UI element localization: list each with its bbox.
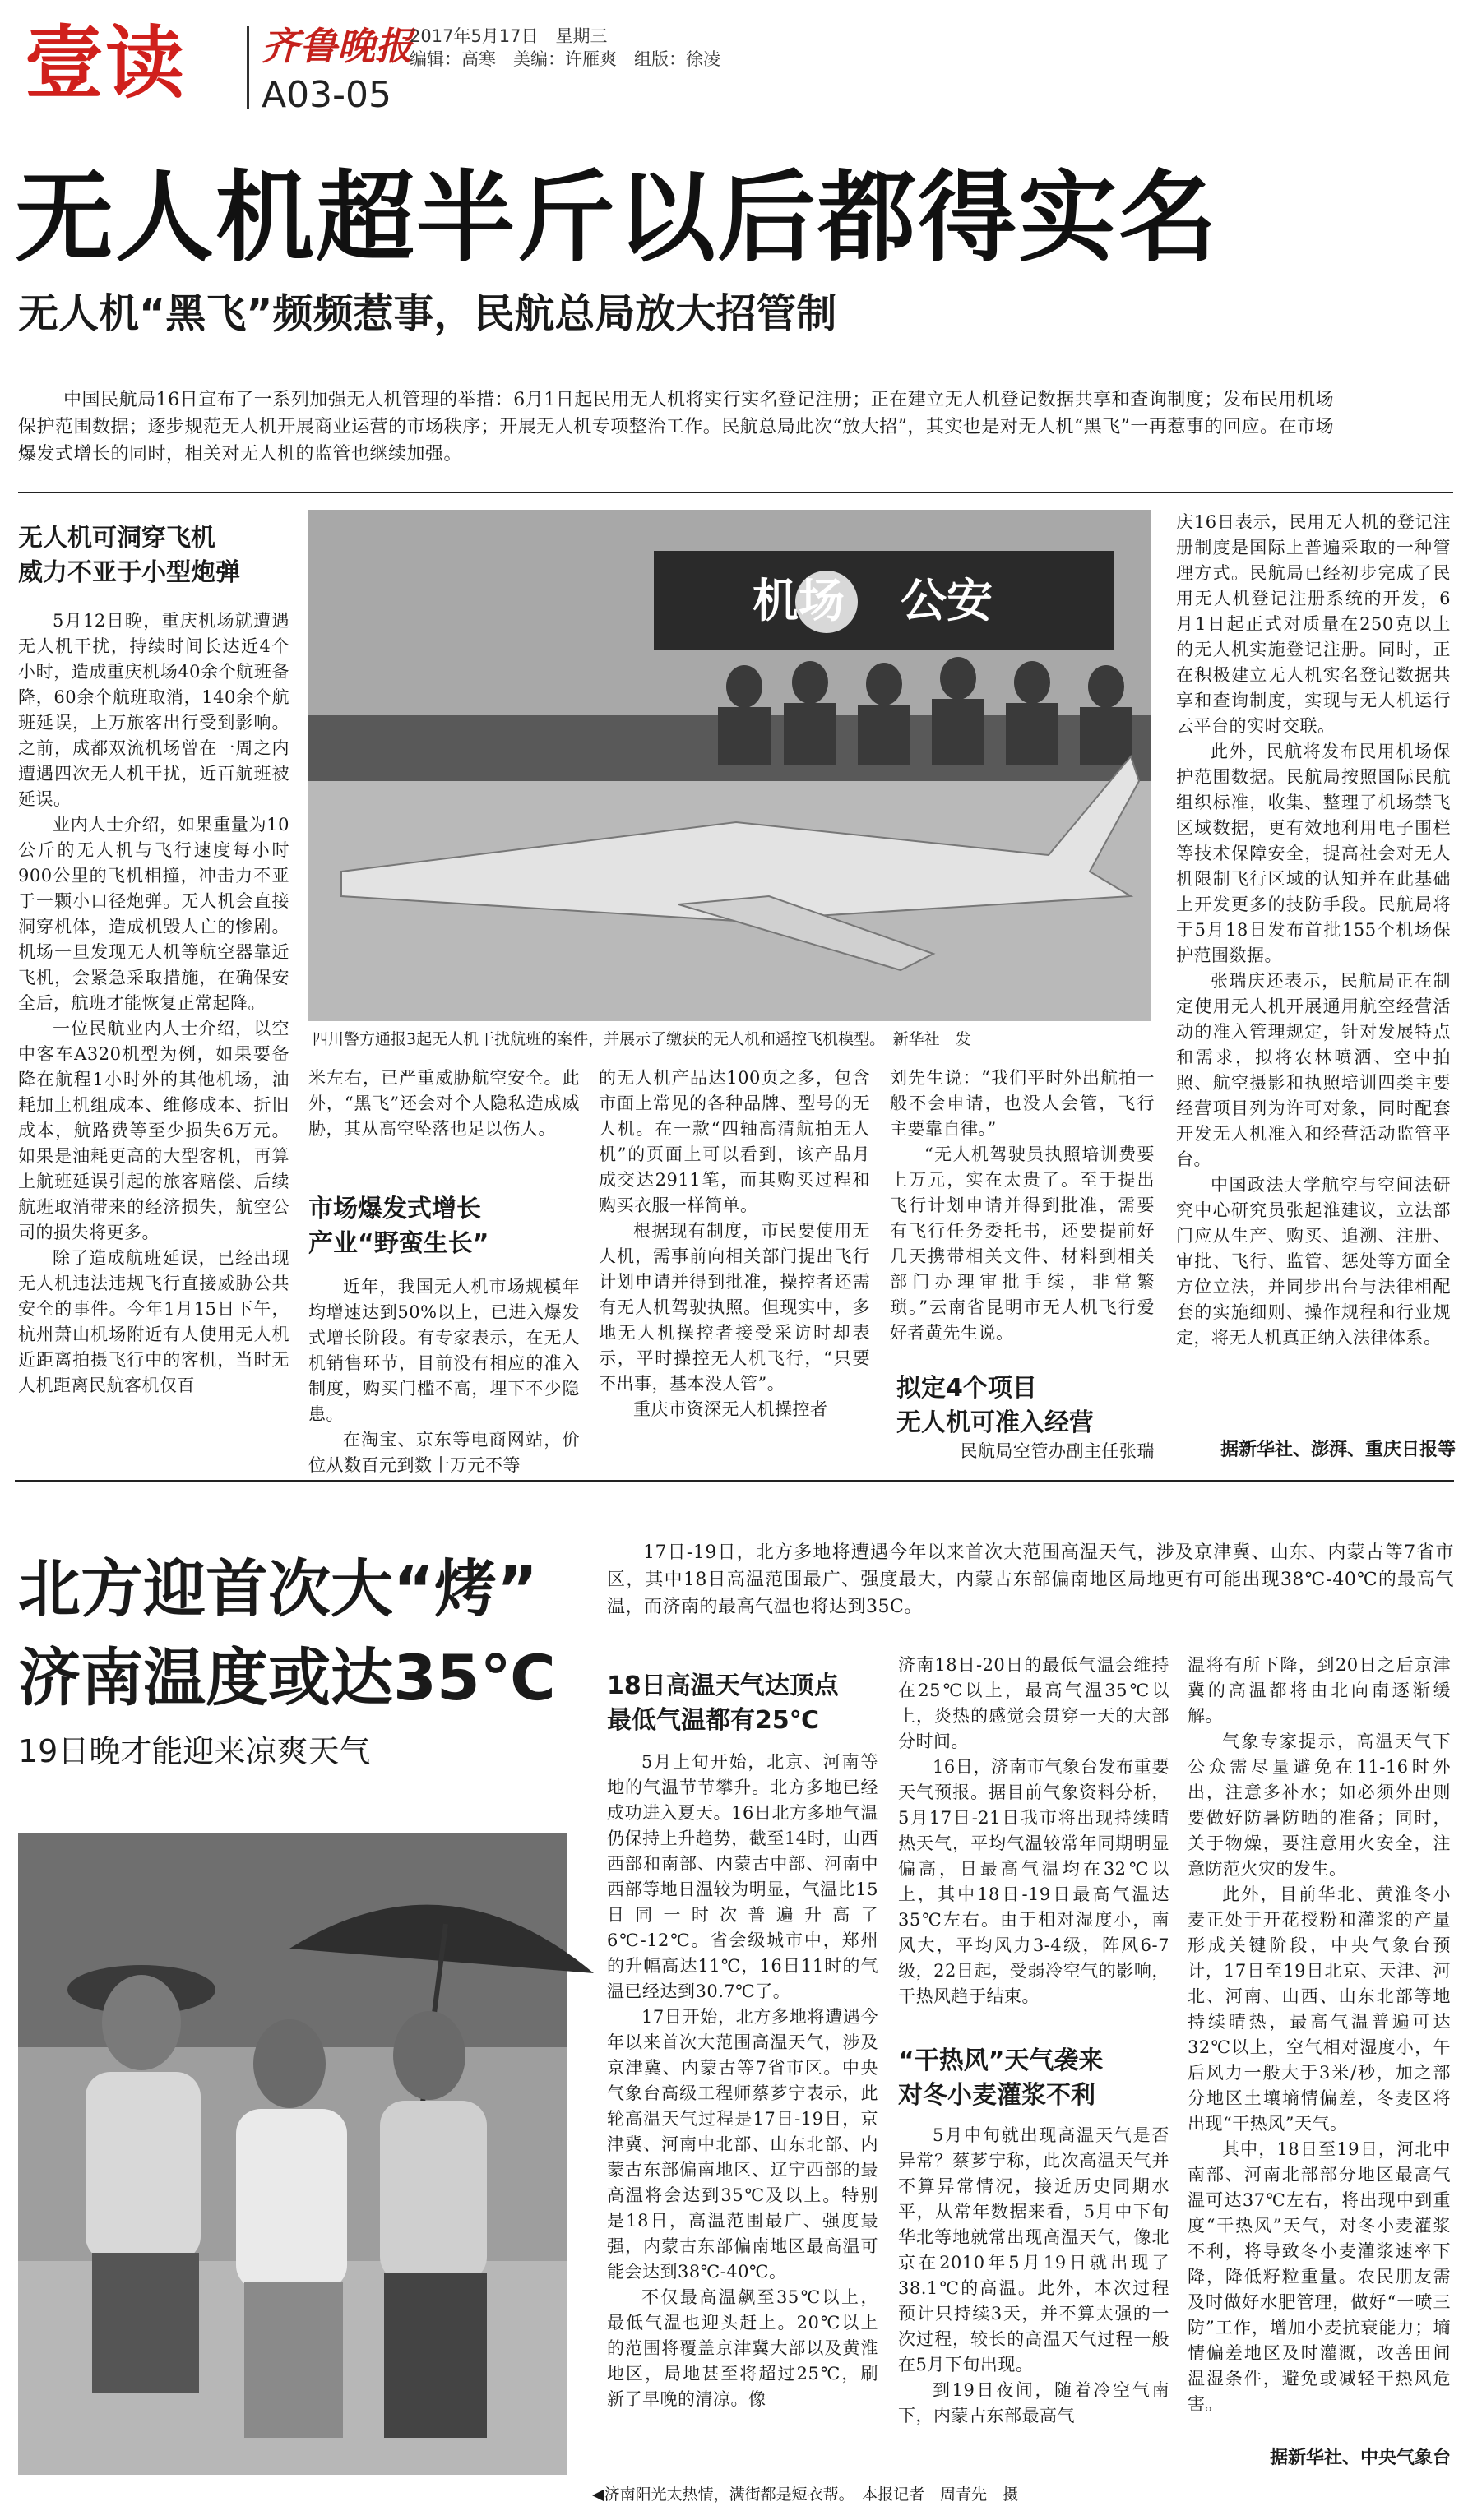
paragraph: 根据现有制度，市民要使用无人机，需事前向相关部门提出飞行计划申请并得到批准，操控者还需有无人机驾驶执照。但现实中，多地无人机操控者接受采访时却表示，平时操控无人机飞行，“只要不出事，基本没人管”。	[599, 1221, 870, 1394]
paragraph: 5月中旬就出现高温天气是否异常？蔡芗宁称，此次高温天气并不算异常情况，接近历史同期水平，从常年数据来看，5月中下旬华北等地就常出现高温天气，像北京在2010年5月19日就出现了38.1℃的高温。此外，本次过程预计只持续3天，并不算太强的一次过程，较长的高温天气过程一般在5月下旬出现。	[898, 2125, 1169, 2374]
paragraph: 米左右，已严重威胁航空安全。此外，“黑飞”还会对个人隐私造成威胁，其从高空坠落也足以伤人。	[308, 1068, 580, 1139]
paragraph: 中国政法大学航空与空间法研究中心研究员张起淮建议，立法部门应从生产、购买、追溯、注册、审批、飞行、监管、惩处等方面全方位立法，并同步出台与法律相配套的实施细则、操作规程和行业规定，将无人机真正纳入法律体系。	[1176, 1175, 1451, 1348]
police-banner	[654, 551, 1114, 650]
story1-source: 据新华社、澎湃、重庆日报等	[1220, 1440, 1456, 1460]
pedestrians	[67, 1965, 487, 2438]
paragraph: “无人机驾驶员执照培训费要上万元，实在太贵了。至于提出飞行计划申请并得到批准，需要有飞行任务委托书，还要提前好几天携带相关文件、材料到相关部门办理审批手续，非常繁琐。”云南省昆明市无人机飞行爱好者黄先生说。	[890, 1144, 1155, 1343]
paragraph: 17日开始，北方多地将遭遇今年以来首次大范围高温天气，涉及京津冀、内蒙古等7省市区。中央气象台高级工程师蔡芗宁表示，此轮高温天气过程是17日-19日，京津冀、河南中北部、山东北部、内蒙古东部偏南地区、辽宁西部的最高温将会达到35℃及以上。特别是18日，高温范围最广、强度最强，内蒙古东部偏南地区最高温可能会达到38℃-40℃。	[607, 2007, 878, 2282]
banner-text: 机场	[753, 575, 845, 628]
editor-credits: 编辑：高寒 美编：许雁爽 组版：徐凌	[410, 49, 720, 69]
story2-source: 据新华社、中央气象台	[1269, 2448, 1451, 2468]
paragraph: 温将有所下降，到20日之后京津冀的高温都将由北向南逐渐缓解。	[1188, 1655, 1451, 1726]
page-code: A03-05	[262, 74, 391, 116]
paragraph: 16日，济南市气象台发布重要天气预报。据目前气象资料分析，5月17日-21日我市将出现持续晴热天气，平均气温较常年同期明显偏高，日最高气温均在32℃以上，其中18日-19日最高气温达35℃左右。由于相对湿度小，南风大，平均风力3-4级，阵风6-7级，22日起，受弱冷空气的影响，干热风趋于结束。	[898, 1757, 1169, 2006]
svg-text:公安: 公安	[901, 575, 993, 628]
paragraph: 庆16日表示，民用无人机的登记注册制度是国际上普遍采取的一种管理方式。民航局已经初步完成了民用无人机登记注册系统的开发，6月1日起正式对质量在250克以上的无人机实施登记注册。同时，正在积极建立无人机实名登记数据共享和查询制度，实现与无人机运行云平台的实时交联。	[1176, 512, 1451, 736]
story1-photo-caption: 四川警方通报3起无人机干扰航班的案件，并展示了缴获的无人机和遥控飞机模型。 新华社 发	[313, 1030, 971, 1048]
masthead-divider	[247, 26, 249, 109]
story1-photo	[308, 510, 1151, 1021]
story1-lead: 中国民航局16日宣布了一系列加强无人机管理的举措：6月1日起民用无人机将实行实名登记注册；正在建立无人机登记数据共享和查询制度；发布民用机场保护范围数据；逐步规范无人机开展商业运营的市场秩序；开展无人机专项整治工作。民航总局此次“放大招”，其实也是对无人机“黑飞”一再惹事的回应。在市场爆发式增长的同时，相关对无人机的监管也继续加强。	[18, 390, 1334, 465]
story1-column4a	[890, 1066, 1155, 1371]
paragraph: 除了造成航班延误，已经出现无人机违法违规飞行直接威胁公共安全的事件。今年1月15日下午，杭州萧山机场附近有人使用无人机近距离拍摄飞行中的客机，当时无人机距离民航客机仅百	[18, 1248, 289, 1395]
story2-column2b	[898, 2123, 1169, 2473]
paragraph: 济南18日-20日的最低气温会维持在25℃以上，最高气温35℃以上，炎热的感觉会贯穿一天的大部分时间。	[898, 1655, 1169, 1751]
paragraph: 在淘宝、京东等电商网站，价位从数百元到数十万元不等	[308, 1430, 580, 1475]
story2-column1	[607, 1750, 878, 2473]
issue-date: 2017年5月17日 星期三	[410, 26, 608, 46]
press-conference-image	[308, 510, 1151, 1021]
paragraph: 气象专家提示，高温天气下公众需尽量避免在11-16时外出，注意多补水；如必须外出则要做好防暑防晒的准备；同时，关于物燥，要注意用火安全，注意防范火灾的发生。	[1188, 1732, 1451, 1879]
paragraph: 民航局空管办副主任张瑞	[960, 1441, 1155, 1461]
story1-section1-title: 无人机可洞穿飞机 威力不亚于小型炮弹	[18, 524, 240, 587]
story2-section1-title: 18日高温天气达顶点 最低气温都有25℃	[607, 1672, 839, 1735]
paragraph: 近年，我国无人机市场规模年均增速达到50%以上，已进入爆发式增长阶段。有专家表示，在无人机销售环节，目前没有相应的准入制度，购买门槛不高，埋下不少隐患。	[308, 1277, 580, 1424]
story2-section2-title: “干热风”天气袭来 对冬小麦灌浆不利	[898, 2046, 1104, 2110]
story1-lead-rule	[18, 492, 1453, 493]
story-divider	[15, 1480, 1454, 1482]
paragraph: 此外，目前华北、黄淮冬小麦正处于开花授粉和灌浆的产量形成关键阶段，中央气象台预计，17日至19日北京、天津、河北、河南、山西、山东北部等地持续晴热，最高气温普遍可达32℃以上，空气相对湿度小，午后风力一般大于3米/秒，加之部分地区土壤墒情偏差，冬麦区将出现“干热风”天气。	[1188, 1884, 1451, 2134]
paragraph: 的无人机产品达100页之多，包含市面上常见的各种品牌、型号的无人机。在一款“四轴高清航拍无人机”的页面上可以看到，该产品月成交达2911笔，而其购买过程和购买衣服一样简单。	[599, 1068, 870, 1215]
paragraph: 刘先生说：“我们平时外出航拍一般不会申请，也没人会管，飞行主要靠自律。”	[890, 1068, 1155, 1139]
story1-column2a	[308, 1066, 580, 1189]
story2-column3	[1188, 1653, 1451, 2434]
paragraph: 其中，18日至19日，河北中南部、河南北部部分地区最高气温可达37℃左右，将出现中到重度“干热风”天气，对冬小麦灌浆不利，将导致冬小麦灌浆速率下降，降低籽粒重量。农民朋友需及时做好水肥管理，做好“一喷三防”工作，增加小麦抗衰能力；墒情偏差地区及时灌溉，改善田间温湿条件，避免或减轻干热风危害。	[1188, 2139, 1451, 2414]
story2-photo-caption: ◀济南阳光太热情，满街都是短衣帮。 本报记者 周青先 摄	[592, 2485, 1019, 2504]
story2-headline-line1: 北方迎首次大“烤”	[18, 1552, 538, 1625]
street-photo-image	[18, 1833, 567, 2475]
paragraph: 5月12日晚，重庆机场就遭遇无人机干扰，持续时间长达近4个小时，造成重庆机场40余个航班备降，60余个航班取消，140余个航班延误，上万旅客出行受到影响。之前，成都双流机场曾在一周之内遭遇四次无人机干扰，近百航班被延误。	[18, 611, 289, 809]
story2-column2a	[898, 1653, 1169, 2036]
story1-headline: 无人机超半斤以后都得实名	[15, 161, 1219, 275]
paragraph: 重庆市资深无人机操控者	[633, 1399, 828, 1419]
story1-section2-title: 市场爆发式增长 产业“野蛮生长”	[308, 1195, 489, 1258]
story2-headline-line2: 济南温度或达35℃	[18, 1641, 556, 1714]
story1-subhead: 无人机“黑飞”频频惹事，民航总局放大招管制	[18, 290, 837, 337]
paragraph: 5月上旬开始，北京、河南等地的气温节节攀升。北方多地已经成功进入夏天。16日北方多地气温仍保持上升趋势，截至14时，山西西部和南部、内蒙古中部、河南中西部等地日温较为明显，气温比15日同一时次普遍升高了6℃-12℃。省会级城市中，郑州的升幅高达11℃，16日11时的气温已经达到30.7℃了。	[607, 1752, 878, 2001]
story1-column3	[599, 1066, 870, 1463]
story1-column4b	[890, 1439, 1155, 1467]
paragraph: 此外，民航将发布民用机场保护范围数据。民航局按照国际民航组织标准，收集、整理了机场禁飞区域数据，更有效地利用电子围栏等技术保障安全，提高社会对无人机限制飞行区域的认知并在此基础上开发更多的技防手段。民航局将于5月18日发布首批155个机场保护范围数据。	[1176, 742, 1451, 965]
story1-column2b	[308, 1274, 580, 1475]
paper-logo: 齐鲁晚报	[262, 24, 413, 68]
story1-column1	[18, 608, 289, 1463]
story1-section3-title: 拟定4个项目 无人机可准入经营	[896, 1374, 1094, 1437]
paragraph: 一位民航业内人士介绍，以空中客车A320机型为例，如果要备降在航程1小时外的其他机场，油耗加上机组成本、维修成本、折旧成本，航路费等至少损失6万元。如果是油耗更高的大型客机，再算上航班延误引起的旅客赔偿、后续航班取消带来的经济损失，航空公司的损失将更多。	[18, 1019, 289, 1242]
paragraph: 业内人士介绍，如果重量为10公斤的无人机与飞行速度每小时900公里的飞机相撞，冲击力不亚于一颗小口径炮弹。无人机会直接洞穿机体，造成机毁人亡的惨剧。机场一旦发现无人机等航空器靠近飞机，会紧急采取措施，在确保安全后，航班才能恢复正常起降。	[18, 815, 289, 1013]
story1-column5	[1176, 510, 1451, 1422]
paragraph: 到19日夜间，随着冷空气南下，内蒙古东部最高气	[898, 2380, 1169, 2425]
story2-photo	[18, 1833, 567, 2475]
story2-lead: 17日-19日，北方多地将遭遇今年以来首次大范围高温天气，涉及京津冀、山东、内蒙古等7省市区，其中18日高温范围最广、强度最大，内蒙古东部偏南地区局地更有可能出现38℃-40℃的最高气温，而济南的最高气温也将达到35C。	[607, 1542, 1455, 1617]
paragraph: 张瑞庆还表示，民航局正在制定使用无人机开展通用航空经营活动的准入管理规定，针对发展特点和需求，拟将农林喷洒、空中拍照、航空摄影和执照培训四类主要经营项目列为许可对象，同时配套开发无人机准入和经营活动监管平台。	[1176, 971, 1451, 1169]
story2-subhead: 19日晚才能迎来凉爽天气	[18, 1733, 371, 1769]
paragraph: 不仅最高温飙至35℃以上，最低气温也迎头赶上。20℃以上的范围将覆盖京津冀大部以及黄淮地区，局地甚至将超过25℃，刷新了早晚的清凉。像	[607, 2287, 878, 2409]
section-title: 壹读	[25, 17, 186, 109]
